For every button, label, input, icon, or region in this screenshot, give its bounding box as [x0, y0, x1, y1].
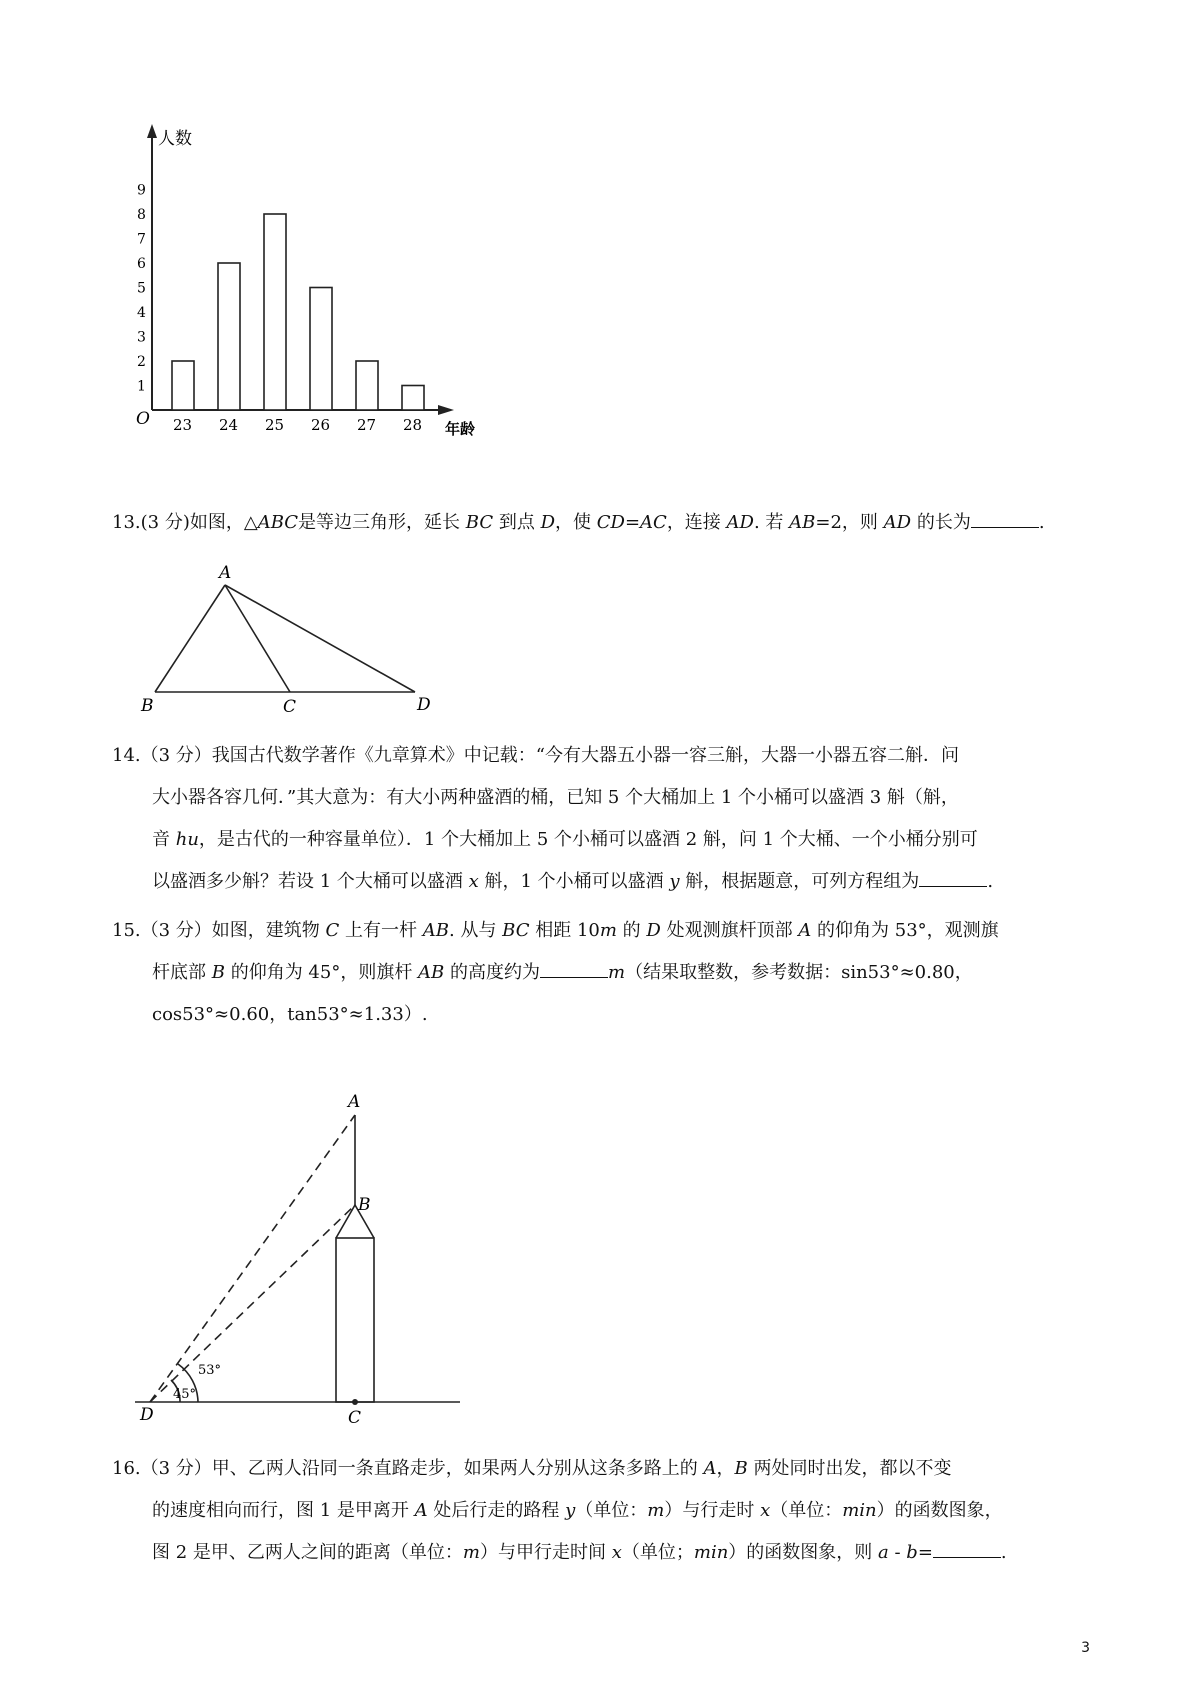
q14-text: 以盛酒多少斛？若设 1 个大桶可以盛酒: [152, 871, 469, 892]
q13-label-c: C: [283, 697, 297, 717]
y-axis-label: 人数: [158, 129, 192, 149]
x-tick-label: 23: [173, 416, 193, 434]
q16-var: a: [878, 1542, 889, 1563]
y-tick-label: 3: [137, 329, 146, 346]
q13-condition: CD=AC: [596, 512, 667, 533]
q13-segment-ad: AD: [726, 512, 754, 533]
x-tick-label: 28: [403, 416, 423, 434]
age-bar-chart: [130, 120, 510, 480]
q15-unit: m: [608, 962, 626, 983]
question-16: [112, 1448, 1102, 1574]
q13-segment-ad-2: AD: [883, 512, 912, 533]
q16-text: 两处同时出发，都以不变: [747, 1458, 952, 1479]
q14-var-y: y: [669, 871, 680, 892]
q14-text: ，是古代的一种容量单位）．1 个大桶加上 5 个小桶可以盛酒 2 斛，问 1 个大桶、一个小桶分别可: [198, 829, 978, 850]
q15-var: AB: [422, 920, 449, 941]
q16-var: A: [703, 1458, 717, 1479]
q14-text: 斛，1 个小桶可以盛酒: [478, 871, 670, 892]
x-tick-label: 27: [357, 416, 377, 434]
q13-text: ，连接: [666, 512, 727, 533]
q15-text: 上有一杆: [339, 920, 423, 941]
q16-unit: m: [462, 1542, 480, 1563]
x-axis-label: 年龄: [445, 420, 476, 438]
bar: [264, 214, 286, 410]
q16-text: （单位；: [621, 1542, 694, 1563]
y-tick-label: 1: [137, 378, 146, 395]
q15-line-2: [112, 952, 1102, 994]
q14-end: .: [987, 871, 994, 892]
q13-number: 13.: [112, 512, 141, 533]
q16-var: x: [611, 1542, 622, 1563]
q15-text: 的: [616, 920, 647, 941]
q16-var: b: [906, 1542, 918, 1563]
q15-text: 的高度约为: [444, 962, 541, 983]
y-tick-label: 9: [137, 182, 146, 199]
q15-var: A: [798, 920, 812, 941]
question-14: [112, 735, 1102, 903]
q15-text: 的仰角为 53°，观测旗: [811, 920, 999, 941]
q16-text: 16.（3 分）甲、乙两人沿同一条直路走步，如果两人分别从这条多路上的: [112, 1458, 704, 1479]
q16-line-3: [112, 1532, 1102, 1574]
q16-text: ）的函数图象，: [876, 1500, 1003, 1521]
q13-label-b: B: [141, 696, 154, 716]
q13-segment-bc: BC: [465, 512, 494, 533]
q13-line-ac: [225, 585, 290, 692]
q16-text: 的速度相向而行，图 1 是甲离开: [152, 1500, 415, 1521]
q15-text: 的仰角为 45°，则旗杆: [224, 962, 419, 983]
y-tick-label: 5: [137, 280, 146, 297]
y-axis-arrow: [147, 124, 157, 138]
q15-point-c: [352, 1399, 358, 1405]
q16-text: （单位：: [770, 1500, 843, 1521]
q16-text: 图 2 是甲、乙两人之间的距离（单位：: [152, 1542, 463, 1563]
chart-layer: [136, 124, 475, 438]
q13-text: . 若: [753, 512, 790, 533]
q13-text: 到点: [493, 512, 541, 533]
q15-text: . 从与: [449, 920, 503, 941]
q16-answer-blank[interactable]: [933, 1535, 1001, 1558]
q16-text: ）与甲行走时间: [479, 1542, 612, 1563]
question-15: [112, 910, 1102, 1036]
q13-text: 如图，△: [189, 512, 258, 533]
q16-unit: min: [693, 1542, 729, 1563]
q13-answer-blank[interactable]: [971, 505, 1039, 528]
q15-unit: m: [599, 920, 617, 941]
bar: [356, 361, 378, 410]
q14-text: 斛，根据题意，可列方程组为: [679, 871, 920, 892]
q14-line-2: 大小器各容几何．”其大意为：有大小两种盛酒的桶，已知 5 个大桶加上 1 个小桶可以盛酒 3 斛（斛，: [152, 787, 959, 808]
q15-label-c: C: [348, 1408, 362, 1428]
q16-var: y: [565, 1500, 576, 1521]
q15-label-b: B: [358, 1195, 371, 1215]
question-13: [112, 502, 1102, 544]
q15-label-d: D: [140, 1405, 154, 1425]
y-tick-label: 6: [137, 256, 146, 272]
q15-var: C: [325, 920, 340, 941]
q16-line-2: [112, 1490, 1102, 1532]
q13-end: .: [1038, 512, 1045, 533]
q14-text: 音: [152, 829, 176, 850]
bar: [310, 288, 332, 411]
q15-answer-blank[interactable]: [540, 955, 608, 978]
q15-var: BC: [502, 920, 530, 941]
q15-dash-db: [150, 1205, 355, 1402]
bar: [218, 263, 240, 410]
q16-text: -: [888, 1542, 907, 1563]
q15-line-3: cos53°≈0.60，tan53°≈1.33）.: [152, 1004, 428, 1025]
q15-text: 处观测旗杆顶部: [660, 920, 799, 941]
q14-line-1: 14.（3 分）我国古代数学著作《九章算术》中记载：“今有大器五小器一容三斛，大器一小器五容二斛．问: [112, 745, 959, 766]
q13-label-d: D: [417, 695, 431, 715]
q15-label-53: 53°: [198, 1363, 222, 1378]
q13-text: 的长为: [911, 512, 971, 533]
q15-dash-da: [150, 1115, 355, 1402]
x-axis-arrow: [438, 405, 454, 415]
origin-label: O: [136, 409, 150, 429]
x-tick-label: 25: [265, 416, 285, 434]
bar: [402, 386, 424, 411]
q16-line-1: [112, 1448, 1102, 1490]
q13-point-d: D: [540, 512, 556, 533]
q15-var: D: [646, 920, 661, 941]
y-tick-label: 8: [137, 207, 146, 223]
q16-text: （单位：: [575, 1500, 648, 1521]
q15-var: B: [211, 962, 225, 983]
q14-line-3: [112, 819, 1102, 861]
x-tick-label: 26: [311, 416, 331, 434]
q13-triangle-abc: ABC: [257, 512, 299, 533]
q15-label-45: 45°: [173, 1387, 197, 1402]
q16-text: 处后行走的路程: [427, 1500, 566, 1521]
q13-segment-ab: AB: [789, 512, 816, 533]
q15-text: （结果取整数，参考数据：sin53°≈0.80，: [625, 962, 973, 983]
q14-pinyin: hu: [175, 829, 199, 850]
q13-line-ad: [225, 585, 415, 692]
q14-var-x: x: [468, 871, 479, 892]
q13-triangle-figure: [135, 560, 435, 720]
q16-var: x: [760, 1500, 771, 1521]
q16-text: ）与行走时: [664, 1500, 761, 1521]
q13-score: (3 分): [140, 512, 190, 533]
q15-text: 相距 10: [529, 920, 600, 941]
bar: [172, 361, 194, 410]
q16-unit: m: [647, 1500, 665, 1521]
q13-text: =2，则: [815, 512, 884, 533]
q15-line-1: [112, 910, 1102, 952]
y-tick-label: 4: [137, 305, 146, 321]
q15-var: AB: [418, 962, 445, 983]
q14-line-4: [112, 861, 1102, 903]
q13-label-a: A: [219, 563, 232, 583]
q16-unit: min: [842, 1500, 877, 1521]
q16-text: ，: [716, 1458, 735, 1479]
q15-label-a: A: [348, 1092, 361, 1112]
page-number: 3: [1081, 1640, 1090, 1656]
q15-text: 杆底部: [152, 962, 212, 983]
q15-building-figure: [130, 1070, 490, 1430]
q16-text: ）的函数图象，则: [728, 1542, 879, 1563]
q13-text: 是等边三角形，延长: [298, 512, 466, 533]
q13-line-ab: [155, 585, 225, 692]
q16-var: B: [734, 1458, 748, 1479]
q15-text: 15.（3 分）如图，建筑物: [112, 920, 326, 941]
y-tick-label: 2: [137, 354, 146, 370]
q13-text: ，使: [555, 512, 597, 533]
q16-end: .: [1000, 1542, 1007, 1563]
x-tick-label: 24: [219, 416, 239, 434]
y-tick-label: 7: [137, 231, 146, 248]
q16-text: =: [917, 1542, 933, 1563]
q15-building: [336, 1238, 374, 1402]
q14-answer-blank[interactable]: [919, 864, 987, 887]
q16-var: A: [414, 1500, 428, 1521]
